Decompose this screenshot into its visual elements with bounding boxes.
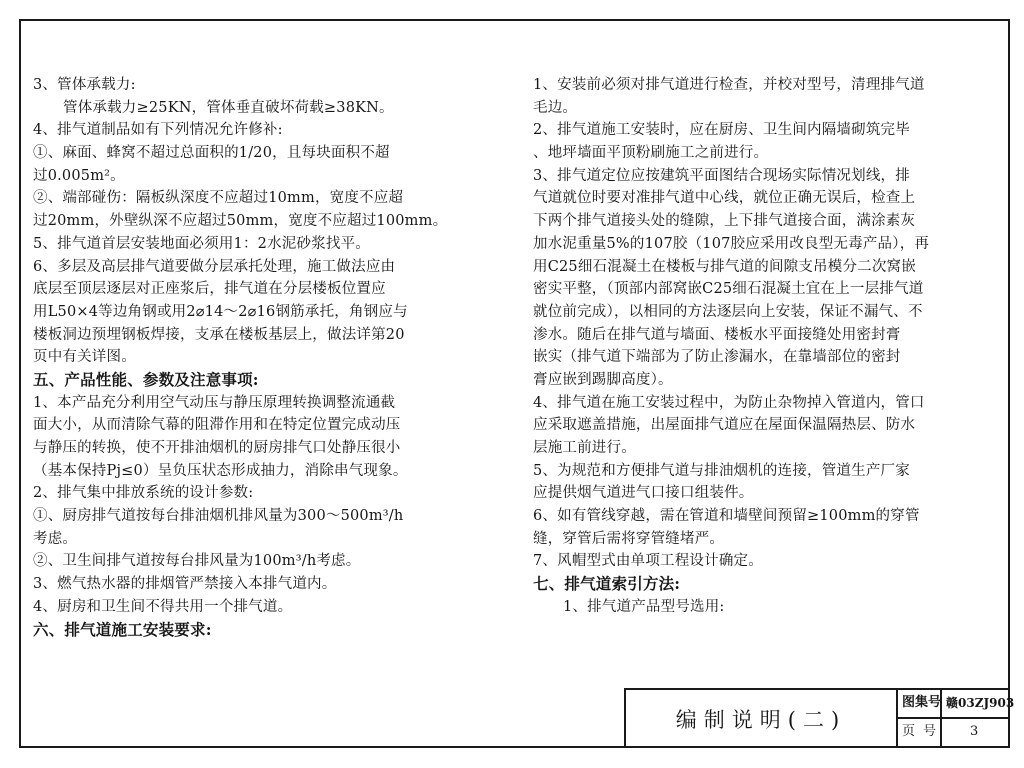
text-line: 面大小，从而清除气幕的阻滞作用和在特定位置完成动压: [33, 417, 401, 434]
text-line: 就位前完成），以相同的方法逐层向上安装，保证不漏气、不: [533, 303, 923, 320]
text-line: ②、端部碰伤：隔板纵深度不应超过10mm，宽度不应超: [33, 190, 404, 207]
text-line: 应采取遮盖措施，出屋面排气道应在屋面保温隔热层、防水: [533, 417, 916, 434]
text-line: 应提供烟气道进气口接口组装件。: [533, 485, 754, 502]
text-line: 4、排气道制品如有下列情况允许修补:: [33, 122, 283, 139]
text-line: 层施工前进行。: [533, 440, 636, 456]
text-line: 与静压的转换，使不开排油烟机的厨房排气口处静压很小: [33, 440, 401, 456]
text-line: 1、本产品充分利用空气动压与静压原理转换调整流通截: [33, 394, 396, 411]
text-line: 膏应嵌到踢脚高度）。: [533, 371, 673, 388]
text-line: 1、排气道产品型号选用:: [563, 598, 725, 615]
text-line: 2、排气集中排放系统的设计参数:: [33, 485, 254, 502]
atlas-number-label: 图集号: [898, 690, 942, 719]
text-line: （基本保持Pj≤0）呈负压状态形成抽力，消除串气现象。: [33, 462, 408, 479]
text-line: 5、为规范和方便排气道与排油烟机的连接，管道生产厂家: [533, 462, 910, 479]
text-line: 嵌实（排气道下端部为了防止渗漏水，在靠墙部位的密封: [533, 349, 901, 366]
page-number-label: 页号: [898, 719, 942, 748]
text-line: 7、风帽型式由单项工程设计确定。: [533, 553, 763, 570]
page-number-value: 3: [970, 724, 979, 739]
left-column: [33, 74, 513, 641]
text-line: 下两个排气道接头处的缝隙，上下排气道接合面，满涂素灰: [533, 213, 916, 230]
text-line: 管体承载力≥25KN，管体垂直破坏荷载≥38KN。: [63, 99, 394, 116]
text-line: 3、燃气热水器的排烟管严禁接入本排气道内。: [33, 576, 337, 593]
text-line: 用L50×4等边角钢或用2⌀14～2⌀16钢筋承托，角钢应与: [33, 303, 408, 320]
text-line: 5、排气道首层安装地面必须用1：2水泥砂浆找平。: [33, 235, 370, 252]
text-line: 页中有关详图。: [33, 349, 136, 366]
title-block: [624, 688, 1015, 748]
text-line: 底层至顶层逐层对正座浆后，排气道在分层楼板位置应: [33, 281, 386, 298]
text-line: 用C25细石混凝土在楼板与排气道的间隙支吊模分二次窝嵌: [533, 258, 916, 275]
text-line: 6、多层及高层排气道要做分层承托处理，施工做法应由: [33, 258, 396, 275]
section-heading: 七、排气道索引方法:: [533, 574, 681, 594]
text-line: 过0.005m²。: [33, 167, 125, 184]
text-line: 考虑。: [33, 530, 78, 547]
text-line: 气道就位时要对准排气道中心线，就位正确无误后，检查上: [533, 190, 916, 207]
text-line: 毛边。: [533, 99, 578, 116]
text-line: 楼板洞边预埋钢板焊接，支承在楼板基层上，做法详第20: [33, 326, 405, 343]
text-line: ①、厨房排气道按每台排油烟机排风量为300～500m³/h: [33, 508, 404, 525]
text-line: 4、排气道在施工安装过程中，为防止杂物掉入管道内，管口: [533, 394, 925, 411]
atlas-number-value: 赣03ZJ903: [942, 690, 1010, 719]
text-line: 6、如有管线穿越，需在管道和墙壁间预留≥100mm的穿管: [533, 508, 920, 525]
text-line: ②、卫生间排气道按每台排风量为100m³/h考虑。: [33, 553, 361, 570]
text-line: 1、安装前必须对排气道进行检查，并校对型号，清理排气道: [533, 77, 925, 93]
document-title: 编制说明(二): [626, 690, 898, 748]
text-line: 渗水。随后在排气道与墙面、楼板水平面接缝处用密封膏: [533, 326, 901, 343]
section-heading: 六、排气道施工安装要求:: [33, 619, 212, 639]
right-column: [533, 74, 1003, 619]
text-line: 加水泥重量5%的107胶（107胶应采用改良型无毒产品），再: [533, 235, 930, 252]
text-line: 过20mm，外壁纵深不应超过50mm，宽度不应超过100mm。: [33, 213, 448, 230]
text-line: 3、排气道定位应按建筑平面图结合现场实际情况划线，排: [533, 167, 910, 184]
text-line: 缝，穿管后需将穿管缝堵严。: [533, 530, 725, 547]
section-heading: 五、产品性能、参数及注意事项:: [33, 369, 259, 389]
text-line: 3、管体承载力:: [33, 77, 136, 93]
text-line: ①、麻面、蜂窝不超过总面积的1/20，且每块面积不超: [33, 145, 390, 162]
text-line: 密实平整，（顶部内部窝嵌C25细石混凝土宜在上一层排气道: [533, 281, 924, 298]
text-line: 4、厨房和卫生间不得共用一个排气道。: [33, 598, 293, 615]
text-line: 、地坪墙面平顶粉刷施工之前进行。: [533, 145, 769, 162]
text-line: 2、排气道施工安装时，应在厨房、卫生间内隔墙砌筑完毕: [533, 122, 910, 139]
